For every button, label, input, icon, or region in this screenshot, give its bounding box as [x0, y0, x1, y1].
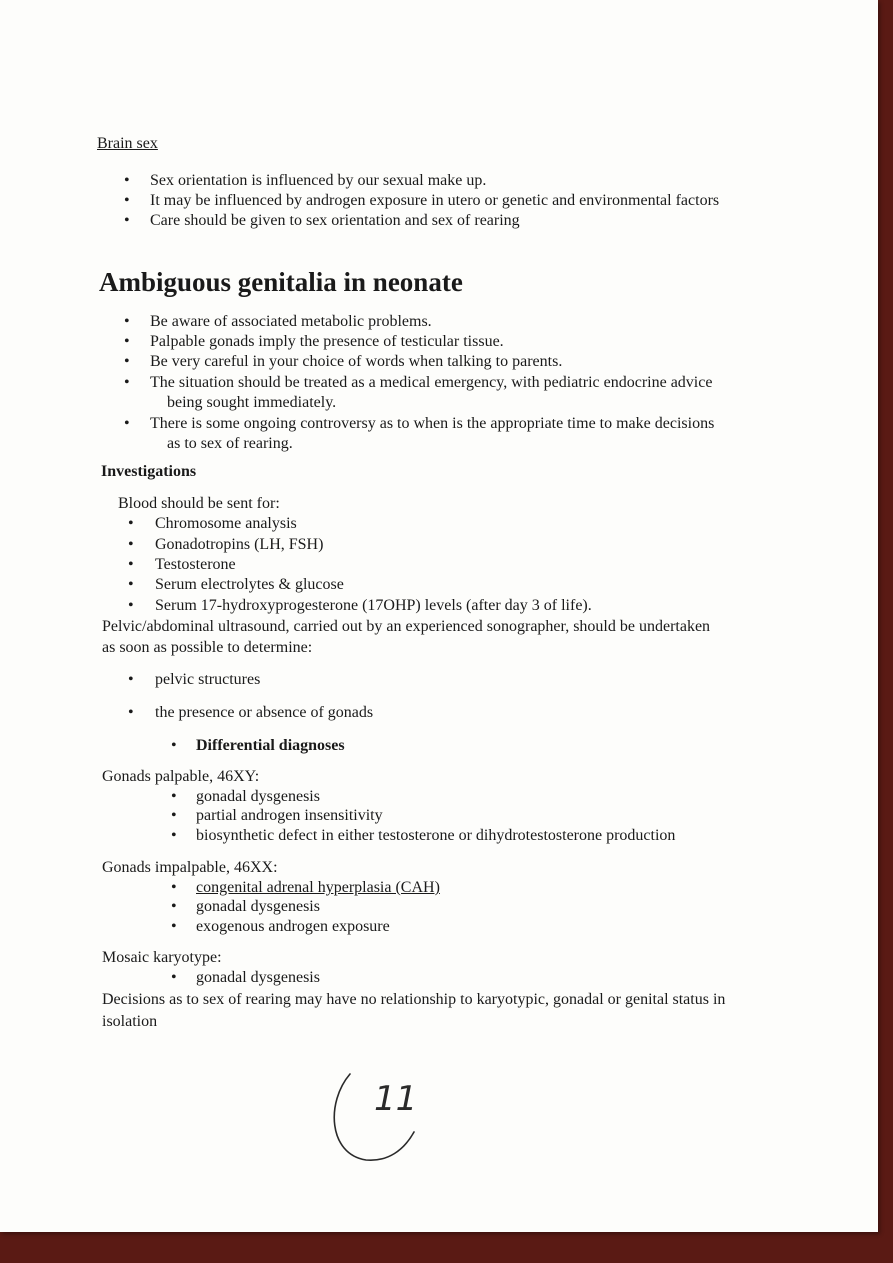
ambiguous-item: There is some ongoing controversy as to when is the appropriate time to make decisions — [150, 415, 715, 432]
bullet: • — [171, 788, 177, 805]
brain-sex-item: Sex orientation is influenced by our sexual make up. — [150, 172, 487, 189]
decision-line: isolation — [102, 1013, 158, 1030]
handwritten-number-text: 11 — [374, 1079, 418, 1119]
bullet: • — [171, 879, 177, 896]
bullet: • — [171, 827, 177, 844]
bullet: • — [171, 737, 177, 754]
handwritten-page-number — [322, 1062, 432, 1172]
ultrasound-item: the presence or absence of gonads — [155, 704, 374, 721]
bullet: • — [171, 969, 177, 986]
palpable-item: partial androgen insensitivity — [196, 807, 383, 824]
differential-heading: Differential diagnoses — [196, 737, 345, 754]
impalpable-item: gonadal dysgenesis — [196, 898, 320, 915]
impalpable-label: Gonads impalpable, 46XX: — [102, 859, 278, 876]
ambiguous-item: Be aware of associated metabolic problems. — [150, 313, 432, 330]
bullet: • — [171, 807, 177, 824]
ultrasound-item: pelvic structures — [155, 671, 261, 688]
page-title: Ambiguous genitalia in neonate — [99, 267, 463, 297]
blood-item: Serum 17-hydroxyprogesterone (17OHP) levels (after day 3 of life). — [155, 597, 592, 614]
brain-sex-item: Care should be given to sex orientation and sex of rearing — [150, 212, 520, 229]
bullet: • — [124, 172, 130, 189]
bullet: • — [171, 918, 177, 935]
palpable-label: Gonads palpable, 46XY: — [102, 768, 260, 785]
mosaic-label: Mosaic karyotype: — [102, 949, 222, 966]
blood-item: Testosterone — [155, 556, 236, 573]
bullet: • — [128, 576, 134, 593]
ambiguous-item-cont: as to sex of rearing. — [167, 435, 293, 452]
bullet: • — [124, 212, 130, 229]
palpable-item: biosynthetic defect in either testosterone or dihydrotestosterone production — [196, 827, 676, 844]
blood-item: Chromosome analysis — [155, 515, 297, 532]
bullet: • — [124, 192, 130, 209]
bullet: • — [124, 353, 130, 370]
bullet: • — [171, 898, 177, 915]
ambiguous-item: Be very careful in your choice of words when talking to parents. — [150, 353, 563, 370]
bullet: • — [128, 556, 134, 573]
bullet: • — [124, 313, 130, 330]
decision-line: Decisions as to sex of rearing may have no relationship to karyotypic, gonadal or genital status in — [102, 991, 726, 1008]
impalpable-item: exogenous androgen exposure — [196, 918, 390, 935]
impalpable-item: congenital adrenal hyperplasia (CAH) — [196, 879, 440, 896]
palpable-item: gonadal dysgenesis — [196, 788, 320, 805]
bullet: • — [128, 671, 134, 688]
brain-sex-heading: Brain sex — [97, 135, 158, 152]
bullet: • — [128, 597, 134, 614]
bullet: • — [124, 415, 130, 432]
blood-intro: Blood should be sent for: — [118, 495, 280, 512]
mosaic-item: gonadal dysgenesis — [196, 969, 320, 986]
ultrasound-line: as soon as possible to determine: — [102, 639, 313, 656]
ambiguous-item-cont: being sought immediately. — [167, 394, 337, 411]
bullet: • — [124, 374, 130, 391]
bullet: • — [128, 704, 134, 721]
ambiguous-item: Palpable gonads imply the presence of testicular tissue. — [150, 333, 504, 350]
ultrasound-line: Pelvic/abdominal ultrasound, carried out by an experienced sonographer, should be undertaken — [102, 618, 711, 635]
ambiguous-item: The situation should be treated as a medical emergency, with pediatric endocrine advice — [150, 374, 713, 391]
brain-sex-item: It may be influenced by androgen exposure in utero or genetic and environmental factors — [150, 192, 720, 209]
bullet: • — [124, 333, 130, 350]
bullet: • — [128, 515, 134, 532]
investigations-heading: Investigations — [101, 463, 197, 480]
blood-item: Gonadotropins (LH, FSH) — [155, 536, 324, 553]
bullet: • — [128, 536, 134, 553]
blood-item: Serum electrolytes & glucose — [155, 576, 344, 593]
